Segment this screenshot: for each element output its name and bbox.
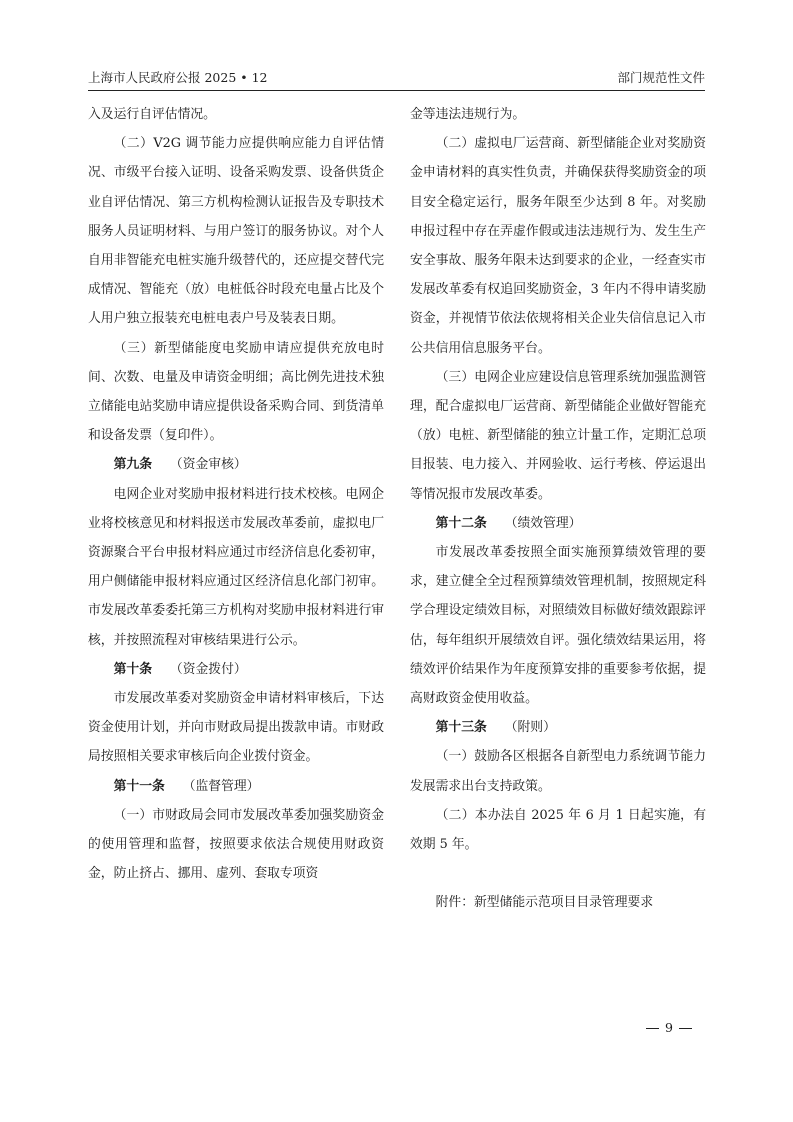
article-heading	[88, 655, 384, 684]
body-paragraph: （一）市财政局会同市发展改革委加强奖励资金的使用管理和监督，按照要求依法合规使用财政资金，防止挤占、挪用、虚列、套取专项资	[88, 807, 384, 882]
article-number: 第十条	[113, 661, 152, 677]
article-heading	[88, 772, 384, 801]
article-subtitle: （绩效管理）	[504, 515, 582, 531]
blank-line	[410, 859, 706, 888]
article-heading	[410, 509, 706, 538]
body-paragraph: （二）V2G 调节能力应提供响应能力自评估情况、市级平台接入证明、设备采购发票、设备供货企业自评估情况、第三方机构检测认证报告及专职技术服务人员证明材料、与用户签订的服务协议。对个人自用非智能充电桩实施升级替代的，还应提交替代完成情况、智能充（放）电桩低谷时段充电量占比及个人用户独立报装充电桩电表户号及装表日期。	[88, 136, 384, 327]
body-paragraph: （三）新型储能度电奖励申请应提供充放电时间、次数、电量及申请资金明细；高比例先进技术独立储能电站奖励申请应提供设备采购合同、到货清单和设备发票（复印件）。	[88, 340, 384, 444]
body-paragraph: （一）鼓励各区根据各自新型电力系统调节能力发展需求出台支持政策。	[410, 749, 706, 794]
article-number: 第十一条	[113, 778, 165, 794]
article-subtitle: （附则）	[504, 720, 556, 736]
body-paragraph: 入及运行自评估情况。	[88, 107, 216, 122]
body-paragraph: 附件：新型储能示范项目目录管理要求	[435, 895, 654, 911]
page-footer	[640, 1020, 696, 1035]
article-subtitle: （资金拨付）	[169, 661, 247, 677]
footer-dash-right	[679, 1028, 692, 1029]
body-paragraph: 市发展改革委对奖励资金申请材料审核后，下达资金使用计划，并向市财政局提出拨款申请。市财政局按照相关要求审核后向企业拨付资金。	[88, 691, 384, 765]
header-divider	[88, 90, 705, 91]
body-paragraph: （三）电网企业应建设信息管理系统加强监测管理，配合虚拟电厂运营商、新型储能企业做好智能充（放）电桩、新型储能的独立计量工作，定期汇总项目报装、电力接入、并网验收、运行考核、停运退出等情况报市发展改革委。	[410, 369, 706, 502]
body-paragraph: （二）本办法自 2025 年 6 月 1 日起实施，有效期 5 年。	[410, 807, 706, 853]
page-number: 9	[665, 1020, 673, 1035]
left-column	[88, 100, 384, 888]
body-paragraph: 市发展改革委按照全面实施预算绩效管理的要求，建立健全全过程预算绩效管理机制，按照规定科学合理设定绩效目标，对照绩效目标做好绩效跟踪评估，每年组织开展绩效自评。强化绩效结果运用，将绩效评价结果作为年度预算安排的重要参考依据，提高财政资金使用收益。	[410, 545, 706, 707]
article-subtitle: （资金审核）	[169, 457, 247, 473]
article-number: 第十二条	[435, 515, 487, 531]
article-heading	[88, 450, 384, 479]
publication-title: 上海市人民政府公报 2025 • 12	[88, 70, 268, 85]
document-category: 部门规范性文件	[617, 70, 705, 85]
body-paragraph: 金等违法违规行为。	[410, 107, 526, 122]
article-heading	[410, 713, 706, 742]
article-number: 第九条	[113, 457, 152, 473]
right-column	[410, 100, 706, 918]
footer-dash-left	[646, 1028, 659, 1029]
page-header	[88, 66, 705, 88]
article-number: 第十三条	[435, 720, 487, 736]
article-subtitle: （监督管理）	[182, 778, 260, 794]
body-paragraph: （二）虚拟电厂运营商、新型储能企业对奖励资金申请材料的真实性负责，并确保获得奖励资金的项目安全稳定运行，服务年限至少达到 8 年。对奖励申报过程中存在弄虚作假或违法违规行为、发生生产安全事故、服务年限未达到要求的企业，一经查实市发展改革委有权追回奖励资金，3 年内不得申请奖励资金，并视情节依法依规将相关企业失信信息记入市公共信用信息服务平台。	[410, 136, 706, 356]
body-paragraph: 电网企业对奖励申报材料进行技术校核。电网企业将校核意见和材料报送市发展改革委前，虚拟电厂资源聚合平台申报材料应通过市经济信息化委初审，用户侧储能申报材料应通过区经济信息化部门初审。市发展改革委委托第三方机构对奖励申报材料进行审核，并按照流程对审核结果进行公示。	[88, 486, 384, 648]
